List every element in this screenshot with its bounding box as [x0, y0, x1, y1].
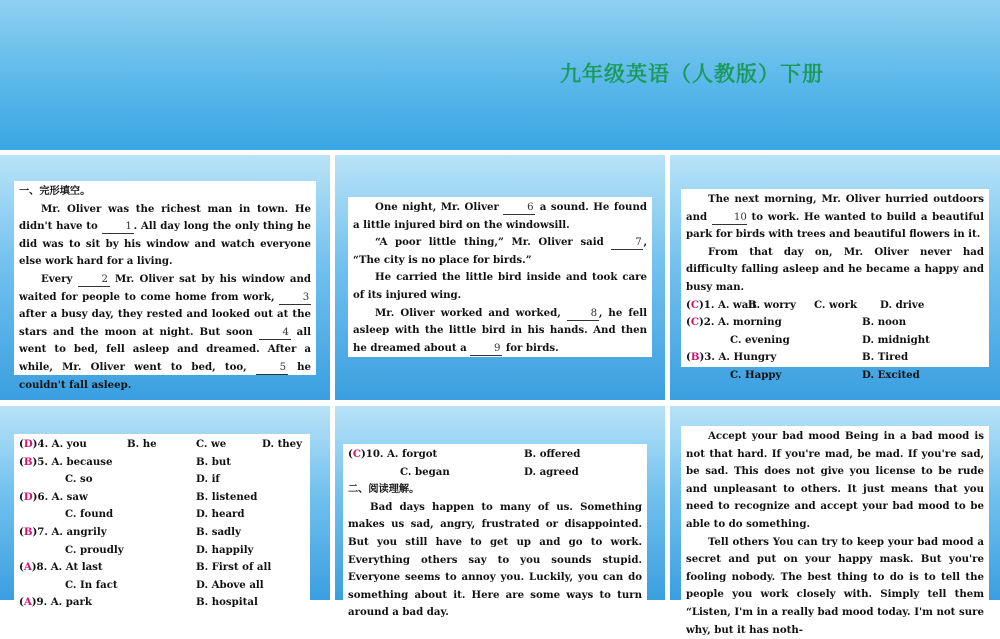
- answer-mark: A: [23, 596, 32, 609]
- paragraph: He carried the little bird inside and took care of its injured wing.: [353, 271, 647, 301]
- blank-6: 6: [503, 202, 535, 215]
- blank-4: 4: [259, 327, 291, 340]
- section-heading: 一、完形填空。: [19, 185, 91, 197]
- answer-mark: B: [690, 351, 700, 364]
- question-4: (D)4. A. you B. he C. we D. they: [19, 436, 305, 454]
- question-9: (A)9. A. park B. hospital: [19, 594, 305, 612]
- paragraph: “A poor little thing,” Mr. Oliver said 7 , “The city is no place for birds.”: [353, 236, 647, 266]
- question-2: (C)2. A. morning B. noon: [686, 314, 984, 332]
- blank-2: 2: [78, 274, 110, 287]
- question-6: (D)6. A. saw B. listened: [19, 489, 305, 507]
- book-title: 九年级英语（人教版）下册: [560, 62, 824, 86]
- paragraph: Tell others You can try to keep your bad mood a secret and put on your happy mask. But you're fooling nobody. The best thing to do is to tell the people you work closely with. Simply tell them “Listen, I'm in a really bad mood today. I'm not sure why, but it has noth-: [686, 535, 984, 636]
- question-7: (B)7. A. angrily B. sadly: [19, 524, 305, 542]
- question-5-row2: C. so D. if: [65, 473, 220, 486]
- question-3: (B)3. A. Hungry B. Tired: [686, 349, 984, 367]
- paragraph: From that day on, Mr. Oliver never had difficulty falling asleep and he became a happy and busy man.: [686, 245, 984, 293]
- question-8-row2: C. In fact D. Above all: [65, 578, 264, 591]
- answer-mark: C: [352, 448, 361, 460]
- text-card-1: [14, 181, 316, 391]
- slide-panel-6: [670, 406, 1000, 636]
- question-8: (A)8. A. At last B. First of all: [19, 559, 305, 577]
- blank-7: 7: [611, 237, 643, 250]
- question-2-row2: C. evening D. midnight: [730, 333, 930, 346]
- blank-10: 10: [712, 212, 747, 225]
- paragraph: Every 2 Mr. Oliver sat by his window and waited for people to come home from work, 3 after a busy day, they rested and looked out at the stars and the moon at night. But soon 4 all went to bed, fell asleep and dreamed. After a while, Mr. Oliver went to bed, too, 5 he couldn't fall asleep.: [19, 272, 312, 391]
- answer-mark: D: [23, 438, 33, 450]
- paragraph: The next morning, Mr. Oliver hurried outdoors and 10 to work. He wanted to build a beautiful park for birds with trees and beautiful flowers in it.: [686, 193, 984, 241]
- answer-mark: D: [23, 490, 33, 503]
- question-7-row2: C. proudly D. happily: [65, 543, 254, 556]
- text-card-2: [348, 197, 652, 357]
- slide-panel-2: [335, 155, 665, 400]
- text-card-5: [343, 444, 647, 619]
- answer-mark: B: [23, 525, 33, 538]
- answer-mark: B: [23, 455, 33, 468]
- question-5: (B)5. A. because B. but: [19, 454, 305, 472]
- slide-panel-5: [335, 406, 665, 619]
- blank-9: 9: [470, 343, 502, 356]
- header-banner: [0, 0, 1000, 150]
- blank-3: 3: [279, 292, 311, 305]
- blank-5: 5: [256, 362, 288, 375]
- paragraph: Bad days happen to many of us. Something makes us sad, angry, frustrated or disappointed. But you still have to get up and go to work. Everything others say to you sounds stupid. Everyone seems to annoy you. Luckily, you can do something about it. Here are some ways to turn around a bad day.: [348, 500, 642, 619]
- paragraph: Mr. Oliver worked and worked, 8 , he fell asleep with the little bird in his hands. And then he dreamed about a 9 for birds.: [353, 306, 647, 354]
- question-3-row2: C. Happy D. Excited: [730, 368, 920, 381]
- blank-1: 1: [102, 221, 134, 234]
- blank-8: 8: [567, 308, 599, 321]
- slide-panel-4: [0, 406, 330, 609]
- question-10: (C)10. A. forgot B. offered: [348, 446, 642, 464]
- answer-mark: C: [690, 298, 699, 311]
- question-6-row2: C. found D. heard: [65, 508, 245, 521]
- text-card-4: [14, 434, 310, 614]
- paragraph: One night, Mr. Oliver 6 a sound. He found a little injured bird on the windowsill.: [353, 201, 647, 231]
- slide-panel-1: [0, 155, 330, 400]
- question-10-row2: C. began D. agreed: [400, 465, 579, 478]
- answer-mark: A: [23, 561, 32, 574]
- answer-mark: C: [690, 316, 699, 329]
- paragraph: Accept your bad mood Being in a bad mood is not that hard. If you're mad, be mad. If you're sad, be sad. This does not give you license to be rude and unpleasant to others. It just means that you need to recognize and accept your bad mood to be able to do something.: [686, 430, 984, 530]
- text-card-3: [681, 189, 989, 381]
- paragraph: Mr. Oliver was the richest man in town. He didn't have to 1 . All day long the only thing he did was to sit by his window and watch everyone else work hard for a living.: [19, 202, 311, 268]
- section-heading: 二、阅读理解。: [348, 483, 420, 496]
- text-card-6: [681, 426, 989, 636]
- slide-panel-3: [670, 155, 1000, 400]
- question-1: (C)1. A. wait B. worry C. work D. drive: [686, 297, 984, 315]
